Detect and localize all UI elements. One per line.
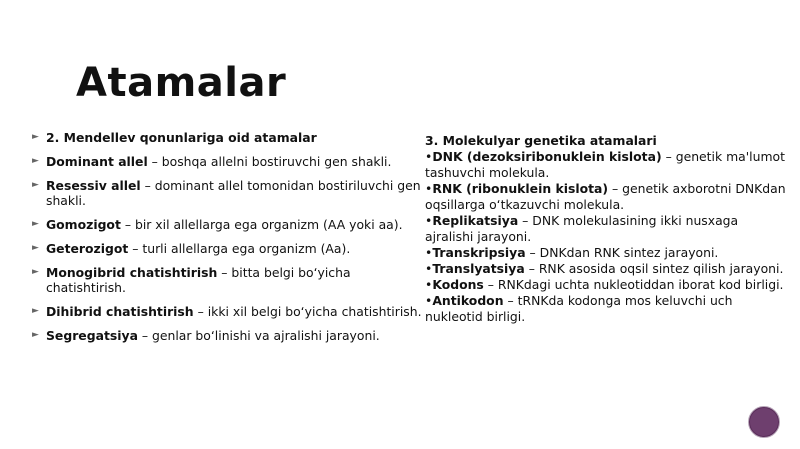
list-item bbox=[32, 265, 430, 295]
term: Antikodon bbox=[432, 293, 504, 308]
definition: – genlar bo‘linishi va ajralishi jarayoni. bbox=[137, 328, 380, 343]
list-item bbox=[32, 178, 430, 208]
bullet-icon: ► bbox=[32, 267, 39, 277]
term: Replikatsiya bbox=[432, 213, 519, 228]
list-item: •Translyatsiya – RNK asosida oqsil sintez qilish jarayoni. bbox=[425, 261, 784, 276]
definition: – DNKdan RNK sintez jarayoni. bbox=[525, 245, 719, 260]
list-item bbox=[32, 241, 430, 256]
definition: – genetik axborotni DNKdan oqsillarga o‘tkazuvchi molekula. bbox=[425, 181, 786, 212]
definition: – DNK molekulasining ikki nusxaga ajralishi jarayoni. bbox=[425, 213, 739, 244]
list-item: •Transkripsiya – DNKdan RNK sintez jarayoni. bbox=[425, 245, 719, 260]
bullet-icon: ► bbox=[32, 330, 39, 340]
list-item bbox=[32, 304, 430, 319]
right-column bbox=[425, 133, 790, 325]
term: Kodons bbox=[432, 277, 484, 292]
definition: – turli allellarga ega organizm (Aa). bbox=[128, 241, 351, 256]
left-column bbox=[32, 130, 430, 352]
term: DNK (dezoksiribonuklein kislota) bbox=[432, 149, 662, 164]
definition: – bitta belgi bo‘yicha chatishtirish. bbox=[46, 265, 351, 295]
term: Dihibrid chatishtirish bbox=[46, 304, 194, 319]
bullet-icon: ► bbox=[32, 156, 39, 166]
definition: – bir xil allellarga ega organizm (AA yoki aa). bbox=[120, 217, 403, 232]
term: Gomozigot bbox=[46, 217, 121, 232]
list-item: •Antikodon – tRNKda kodonga mos keluvchi uch nukleotid birligi. bbox=[425, 293, 733, 324]
slide-title: Atamalar bbox=[76, 60, 287, 106]
term: Segregatsiya bbox=[46, 328, 138, 343]
list-item: •RNK (ribonuklein kislota) – genetik axborotni DNKdan oqsillarga o‘tkazuvchi molekula. bbox=[425, 181, 786, 212]
list-item: •Replikatsiya – DNK molekulasining ikki nusxaga ajralishi jarayoni. bbox=[425, 213, 739, 244]
section-heading-line bbox=[425, 133, 790, 149]
term: Resessiv allel bbox=[46, 178, 141, 193]
definition: – genetik ma'lumot tashuvchi molekula. bbox=[425, 149, 785, 180]
term: Translyatsiya bbox=[432, 261, 525, 276]
definition: – ikki xil belgi bo‘yicha chatishtirish. bbox=[193, 304, 422, 319]
next-slide-button[interactable] bbox=[748, 406, 780, 438]
list-item bbox=[32, 328, 430, 343]
definition: – RNKdagi uchta nukleotiddan iborat kod birligi. bbox=[483, 277, 784, 292]
list-item bbox=[32, 130, 430, 145]
list-item: •Kodons – RNKdagi uchta nukleotiddan iborat kod birligi. bbox=[425, 277, 784, 292]
term: Monogibrid chatishtirish bbox=[46, 265, 218, 280]
definition: – tRNKda kodonga mos keluvchi uch nukleotid birligi. bbox=[425, 293, 733, 324]
definition: – dominant allel tomonidan bostiriluvchi gen shakli. bbox=[46, 178, 421, 208]
bullet-icon: ► bbox=[32, 243, 39, 253]
definition: – RNK asosida oqsil sintez qilish jarayoni. bbox=[524, 261, 784, 276]
bullet-icon: ► bbox=[32, 306, 39, 316]
bullet-icon: ► bbox=[32, 132, 39, 142]
term: Geterozigot bbox=[46, 241, 129, 256]
bullet-icon: ► bbox=[32, 180, 39, 190]
term: Dominant allel bbox=[46, 154, 148, 169]
definition: – boshqa allelni bostiruvchi gen shakli. bbox=[147, 154, 392, 169]
section-heading: 2. Mendellev qonunlariga oid atamalar bbox=[46, 130, 317, 145]
list-item bbox=[32, 217, 430, 232]
list-item: •DNK (dezoksiribonuklein kislota) – genetik ma'lumot tashuvchi molekula. bbox=[425, 149, 785, 180]
list-item bbox=[32, 154, 430, 169]
term: Transkripsiya bbox=[432, 245, 526, 260]
bullet-icon: ► bbox=[32, 219, 39, 229]
section-heading: 3. Molekulyar genetika atamalari bbox=[425, 133, 657, 148]
term: RNK (ribonuklein kislota) bbox=[432, 181, 609, 196]
